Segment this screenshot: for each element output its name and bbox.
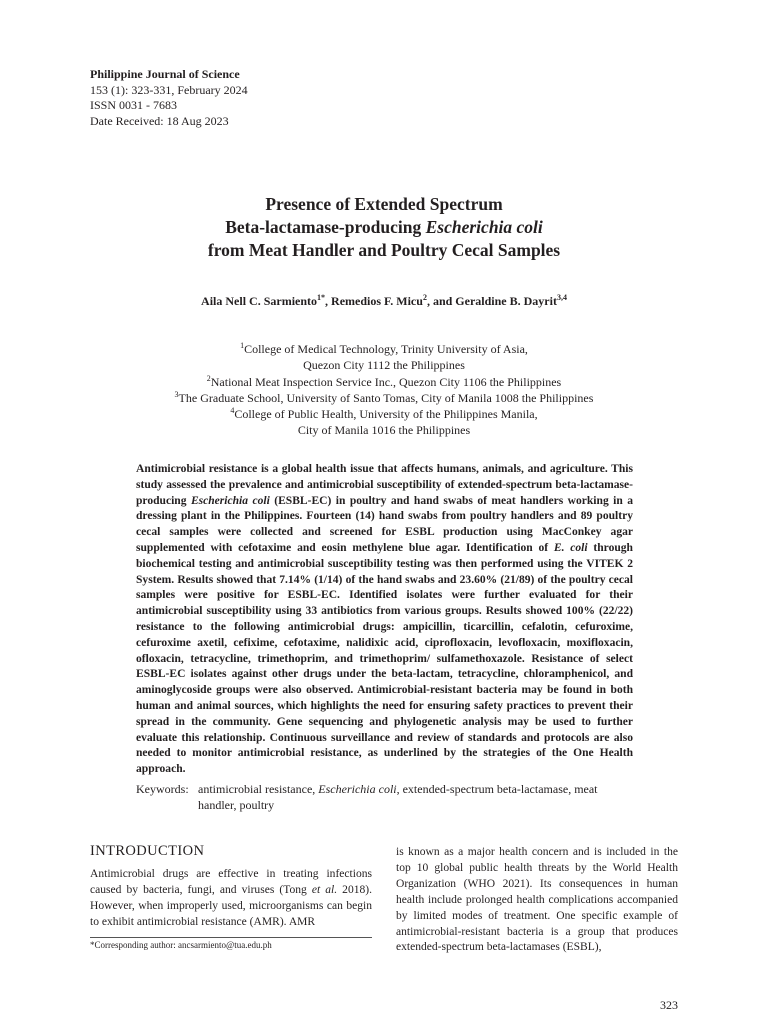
title-line-2-text: Beta-lactamase-producing: [225, 217, 426, 237]
intro-left-column: [90, 867, 372, 931]
journal-info: [90, 67, 248, 129]
abstract-text-2: (ESBL-EC) in poultry and hand swabs of meat handlers working in a dressing plant in the Philippines. Fourteen (14) hand swabs from poultry handlers and 89 poultry cecal samples were collected and screened for ESBL production using MacConkey agar supplemented with cefotaxime and eosin methylene blue agar. Identification of: [136, 494, 633, 554]
keywords-line-2: handler, poultry: [198, 798, 275, 812]
abstract: [136, 462, 633, 778]
corresponding-author-footnote: *Corresponding author: ancsarmiento@tua.edu.ph: [90, 940, 272, 950]
footnote-divider: [90, 937, 372, 938]
affiliation-2: [0, 374, 768, 390]
author-2: , Remedios F. Micu: [325, 294, 423, 308]
title-line-1: Presence of Extended Spectrum: [265, 194, 503, 214]
author-1: Aila Nell C. Sarmiento: [201, 294, 318, 308]
affiliation-3: [0, 390, 768, 406]
intro-citation-italic: et al.: [311, 883, 338, 896]
journal-volume: 153 (1): 323-331, February 2024: [90, 82, 248, 97]
affiliation-3-text: The Graduate School, University of Santo Tomas, City of Manila 1008 the Philippines: [178, 390, 594, 405]
affiliation-1-line-2: Quezon City 1112 the Philippines: [303, 358, 465, 373]
keyword-species-italic: Escherichia coli: [318, 782, 397, 796]
abstract-text-1: Antimicrobial resistance is a global health issue that affects humans, animals, and agriculture. This study assessed the prevalence and antimicrobial susceptibility of extended-spectrum beta-lactamase-producing: [136, 463, 633, 507]
intro-right-column: is known as a major health concern and is included in the top 10 global public health threats by the World Health Organization (WHO 2021). Its consequences in human health include prolonged health complications accompanied by limited modes of treatment. One specific example of antimicrobial-resistant bacteria is a group that produces extended-spectrum beta-lactamases (ESBL),: [396, 846, 678, 954]
affiliation-4: [0, 406, 768, 422]
intro-left-text-2: 2018). However, when improperly used, microorganisms can begin to exhibit antimicrobial resistance (AMR). AMR: [90, 883, 372, 928]
title-species-italic: Escherichia coli: [425, 217, 543, 237]
abstract-text-3: through biochemical testing and antimicrobial susceptibility testing was then performed using the VITEK 2 System. Results showed that 7.14% (1/14) of the hand swabs and 23.60% (21/89) of the poultry cecal samples were positive for ESBL-EC. Identified isolates were further evaluated for their antimicrobial susceptibility using 33 antibiotics from various groups. Results showed 100% (22/22) resistance to the following antimicrobial drugs: ampicillin, ticarcillin, cefalotin, cefuroxime, cefuroxime axetil, cefixime, cefotaxime, nalidixic acid, ciprofloxacin, levofloxacin, moxifloxacin, ofloxacin, tetracycline, trimethoprim, and trimethoprim/ sulfamethoxazole. Resistance of select ESBL-EC isolates against other drugs under the beta-lactam, tetracycline, chloramphenicol, and aminoglycoside groups were also observed. Antimicrobial-resistant bacteria may be found in both human and animal sources, which highlights the need for ensuring safety practices to prevent their spread in the community. Gene sequencing and phylogenetic analysis may be used to further evaluate this relationship. Continuous surveillance and review of standards and protocols are also needed to monitor antimicrobial resistance, as underlined by the strategies of the One Health approach.: [136, 541, 633, 776]
affiliations: [0, 341, 768, 439]
intro-left-text-1: Antimicrobial drugs are effective in treating infections caused by bacteria, fungi, and viruses (Tong: [90, 868, 372, 896]
article-title: [0, 193, 768, 262]
affiliation-1: [0, 341, 768, 357]
date-received: Date Received: 18 Aug 2023: [90, 113, 229, 128]
affiliation-4-line-2: City of Manila 1016 the Philippines: [297, 423, 471, 438]
abstract-species-italic-2: E. coli: [553, 541, 588, 554]
title-line-3: from Meat Handler and Poultry Cecal Samples: [207, 240, 561, 260]
affiliation-2-sup: 2: [206, 373, 211, 383]
journal-name: Philippine Journal of Science: [90, 67, 240, 81]
affiliation-1-sup: 1: [240, 341, 245, 350]
author-3: , and Geraldine B. Dayrit: [426, 294, 557, 308]
introduction-heading: INTRODUCTION: [90, 843, 205, 859]
affiliation-4-sup: 4: [230, 406, 235, 416]
author-1-sup: 1*: [317, 293, 326, 302]
affiliation-1-text: College of Medical Technology, Trinity University of Asia,: [244, 342, 528, 356]
affiliation-4-text: College of Public Health, University of the Philippines Manila,: [234, 407, 538, 422]
keyword-text-1: antimicrobial resistance,: [198, 782, 319, 796]
author-2-sup: 2: [422, 293, 427, 302]
journal-issn: ISSN 0031 - 7683: [90, 98, 178, 112]
title-line-2: [0, 216, 768, 239]
affiliation-2-text: National Meat Inspection Service Inc., Quezon City 1106 the Philippines: [210, 374, 562, 389]
abstract-species-italic-1: Escherichia coli: [190, 494, 270, 507]
author-list: [0, 294, 768, 309]
author-3-sup: 3,4: [556, 293, 567, 302]
affiliation-3-sup: 3: [174, 389, 179, 399]
keyword-text-2: , extended-spectrum beta-lactamase, meat: [396, 782, 598, 796]
keywords: [136, 781, 633, 813]
keywords-label: Keywords:: [136, 782, 189, 796]
keywords-line-1: [136, 781, 633, 797]
page-number: 323: [660, 998, 678, 1012]
